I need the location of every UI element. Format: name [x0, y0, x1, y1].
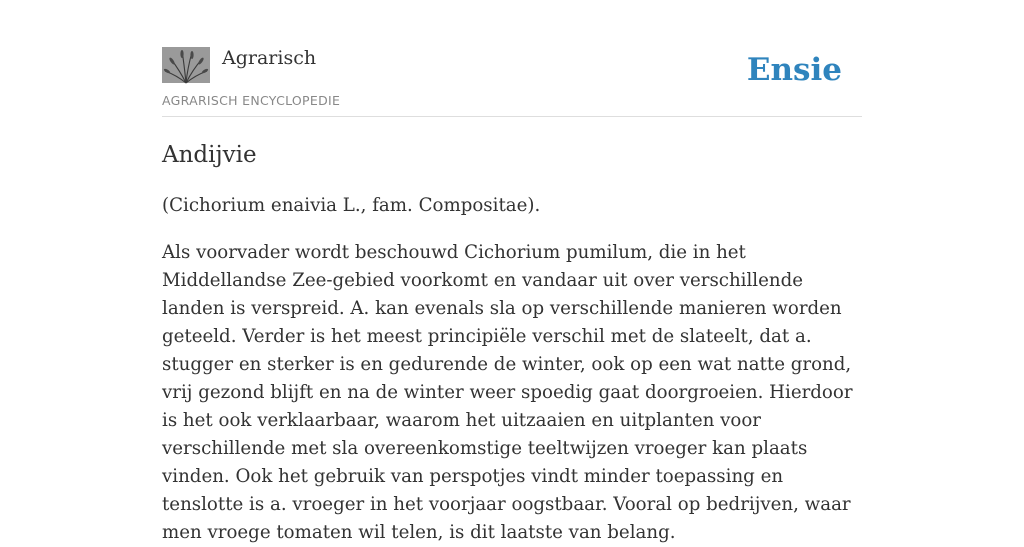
- source-name[interactable]: Agrarisch: [222, 47, 317, 69]
- wheat-logo-icon[interactable]: [162, 47, 210, 83]
- article-paragraph: (Cichorium enaivia L., fam. Compositae).: [162, 195, 541, 216]
- brand-logo-link[interactable]: Ensie: [746, 52, 842, 88]
- source-header: [162, 44, 862, 117]
- source-subtitle: AGRARISCH ENCYCLOPEDIE: [162, 93, 341, 108]
- article-paragraph: Als voorvader wordt beschouwd Cichorium pumilum, die in het Middellandse Zee-gebied voorkomt en vandaar uit over verschillende landen is verspreid. A. kan evenals sla op verschillende manieren worden geteeld. Verder is het meest principiële verschil met de slateelt, dat a. stugger en sterker is en gedurende de winter, ook op een wat natte grond, vrij gezond blijft en na de winter weer spoedig gaat doorgroeien. Hierdoor is het ook verklaarbaar, waarom het uitzaaien en uitplanten voor verschillende met sla overeenkomstige teeltwijzen vroeger kan plaats vinden. Ook het gebruik van perspotjes vindt minder toepassing en tenslotte is a. vroeger in het voorjaar oogstbaar. Vooral op bedrijven, waar men vroege tomaten wil telen, is dit laatste van belang.: [162, 242, 853, 543]
- article-title: Andijvie: [162, 142, 257, 168]
